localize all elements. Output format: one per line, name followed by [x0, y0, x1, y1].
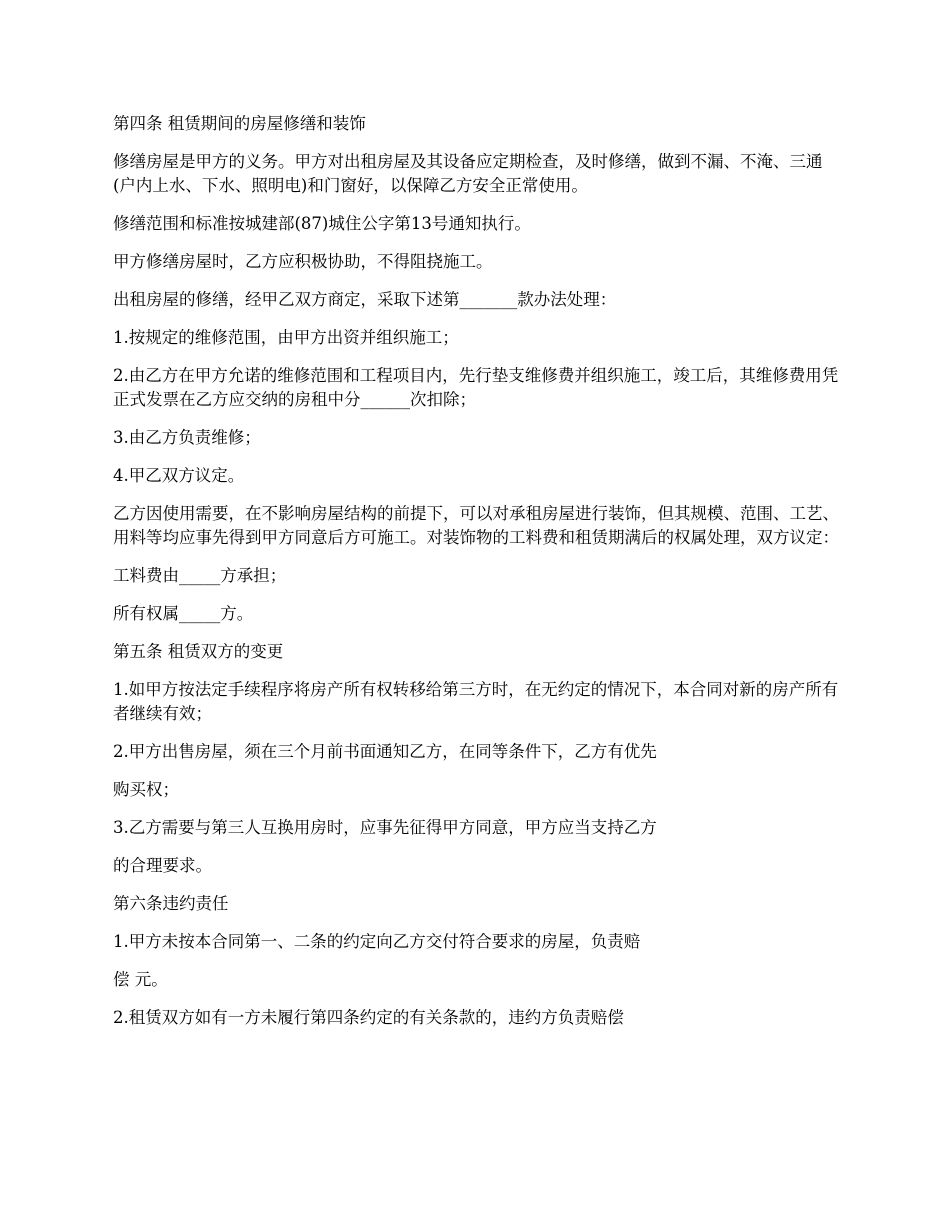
paragraph: 甲方修缮房屋时，乙方应积极协助，不得阻挠施工。 [113, 252, 493, 271]
paragraph: 偿 元。 [113, 970, 168, 989]
list-item: 1.甲方未按本合同第一、二条的约定向乙方交付符合要求的房屋，负责赔 [113, 932, 641, 951]
paragraph: 所有权属_____方。 [113, 604, 254, 623]
list-item: 4.甲乙双方议定。 [113, 466, 245, 485]
paragraph: 购买权； [113, 780, 179, 799]
paragraph: 工料费由_____方承担； [113, 566, 287, 585]
section-heading-article-4: 第四条 租赁期间的房屋修缮和装饰 [113, 114, 366, 133]
section-heading-article-5: 第五条 租赁双方的变更 [113, 642, 284, 661]
paragraph: 出租房屋的修缮，经甲乙双方商定，采取下述第_______款办法处理： [113, 290, 617, 309]
list-item: 1.按规定的维修范围，由甲方出资并组织施工； [113, 328, 459, 347]
paragraph: 修缮房屋是甲方的义务。甲方对出租房屋及其设备应定期检查，及时修缮，做到不漏、不淹、三通(户内上水、下水、照明电)和门窗好，以保障乙方安全正常使用。 [113, 152, 823, 195]
document-body [113, 112, 843, 1044]
list-item: 1.如甲方按法定手续程序将房产所有权转移给第三方时，在无约定的情况下，本合同对新的房产所有者继续有效； [113, 680, 839, 723]
paragraph: 修缮范围和标准按城建部(87)城住公字第13号通知执行。 [113, 214, 531, 233]
paragraph: 的合理要求。 [113, 856, 212, 875]
section-heading-article-6: 第六条违约责任 [113, 894, 229, 913]
list-item: 2.甲方出售房屋，须在三个月前书面通知乙方，在同等条件下，乙方有优先 [113, 742, 657, 761]
paragraph: 乙方因使用需要，在不影响房屋结构的前提下，可以对承租房屋进行装饰，但其规模、范围、工艺、用料等均应事先得到甲方同意后方可施工。对装饰物的工料费和租赁期满后的权属处理，双方议定： [113, 504, 839, 547]
list-item: 3.乙方需要与第三人互换用房时，应事先征得甲方同意，甲方应当支持乙方 [113, 818, 657, 837]
list-item: 2.租赁双方如有一方未履行第四条约定的有关条款的，违约方负责赔偿 [113, 1008, 624, 1027]
list-item: 3.由乙方负责维修； [113, 428, 261, 447]
list-item: 2.由乙方在甲方允诺的维修范围和工程项目内，先行垫支维修费并组织施工，竣工后，其维修费用凭正式发票在乙方应交纳的房租中分______次扣除； [113, 366, 839, 409]
